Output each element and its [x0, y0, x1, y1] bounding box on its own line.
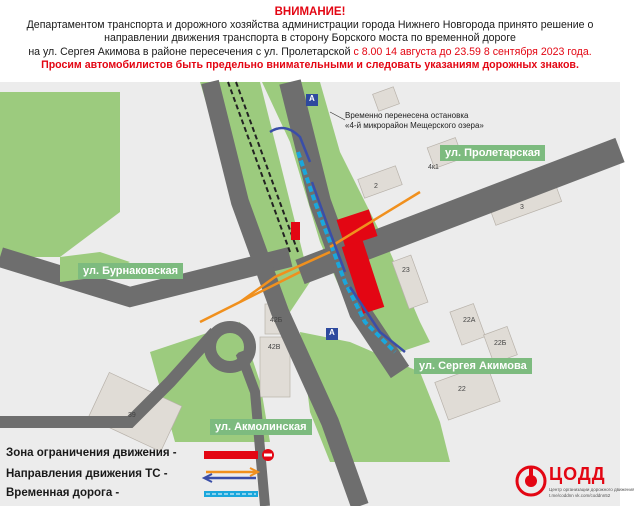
- codd-logo-subtitle: Центр организации дорожного движения: [549, 487, 634, 492]
- house-number: 22А: [463, 317, 476, 324]
- legend-symbols: [6, 447, 286, 505]
- notice-line-1: Департаментом транспорта и дорожного хозяйства администрации города Нижнего Новгорода принято решение о: [26, 19, 594, 32]
- codd-logo-name: ЦОДД: [549, 464, 606, 484]
- roundabout-island: [220, 337, 240, 357]
- codd-emblem-icon: [515, 464, 547, 498]
- no-entry-bar: [264, 454, 272, 457]
- notice-header: [0, 0, 620, 82]
- bus-stop-label: А: [309, 94, 315, 103]
- bus-stop-label: А: [329, 328, 335, 337]
- legend-directions-label: Направления движения ТС -: [6, 468, 168, 480]
- traffic-map: [0, 82, 620, 506]
- house-number: 23: [402, 267, 410, 274]
- street-label-proletarskaya: ул. Пролетарская: [440, 145, 545, 161]
- house-number: 22: [458, 386, 466, 393]
- house-number: 22Б: [494, 340, 507, 347]
- legend-zone-swatch: [204, 451, 258, 459]
- notice-line-4: Просим автомобилистов быть предельно внимательными и следовать указаниям дорожных знаков.: [41, 58, 579, 71]
- street-label-akimova: ул. Сергея Акимова: [414, 358, 532, 374]
- notice-line-3-text: на ул. Сергея Акимова в районе пересечения с ул. Пролетарской: [28, 45, 354, 58]
- house-number: 4к1: [428, 164, 439, 171]
- legend-zone-label: Зона ограничения движения -: [6, 447, 177, 459]
- street-label-burnakovskaya: ул. Бурнаковская: [78, 263, 183, 279]
- bus-stop-note: [345, 111, 515, 131]
- bus-stop-note-line-1: Временно перенесена остановка: [345, 111, 469, 120]
- house-number: 42Б: [270, 317, 283, 324]
- house-number: 2: [374, 183, 378, 190]
- warning-title: ВНИМАНИЕ!: [274, 6, 346, 18]
- notice-line-3: [0, 46, 620, 59]
- legend-temp-road-label: Временная дорога -: [6, 487, 120, 499]
- restriction-zone-3: [291, 222, 300, 240]
- house-number: 39: [128, 412, 136, 419]
- house-number: 3: [520, 204, 524, 211]
- bus-stop-note-line-2: «4-й микрорайон Мещерского озера»: [345, 121, 484, 130]
- street-label-akmolinskaya: ул. Акмолинская: [210, 419, 312, 435]
- codd-logo-links: t.me/coddnn vk.com/coddnn52: [549, 493, 611, 498]
- notice-dates: с 8.00 14 августа до 23.59 8 сентября 2023 года.: [353, 45, 592, 58]
- codd-logo: [515, 462, 634, 502]
- notice-line-2: направлении движения транспорта в сторону Борского моста по временной дороге: [104, 32, 516, 45]
- house-number: 42В: [268, 344, 281, 351]
